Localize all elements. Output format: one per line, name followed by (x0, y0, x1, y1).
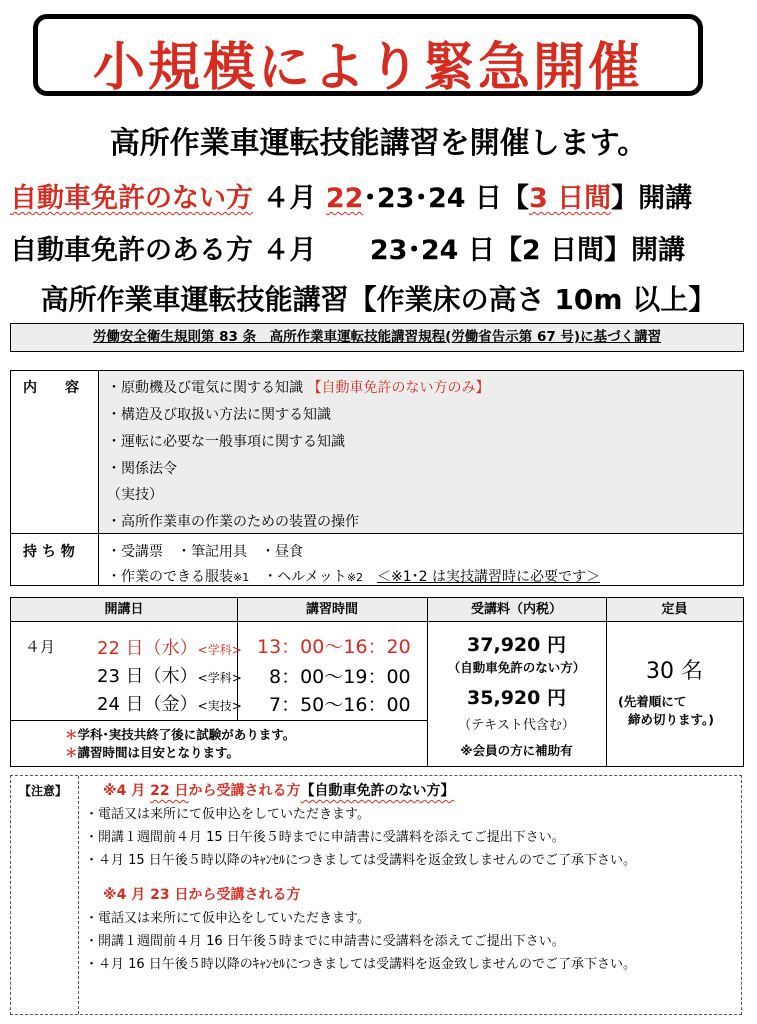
section-1-target: 【自動車免許のない方】 (300, 783, 455, 799)
schedule-note-2-text: 講習時間は目安となります。 (77, 745, 240, 760)
belongings-label: 持 ち 物 (23, 544, 75, 560)
schedule-note-2 (65, 743, 239, 761)
star-icon: ＊ (65, 745, 78, 760)
no-license-month: ４月 (262, 183, 317, 214)
content-column-divider (98, 371, 99, 585)
content-item-1 (107, 377, 489, 397)
section-2-heading-text: ※4 月 23 日から受講される方 (103, 887, 301, 903)
belongings-helmet: ・ヘルメット (249, 569, 347, 585)
schedule-line-no-license (10, 176, 692, 215)
no-license-label: 自動車免許のない方 (10, 183, 253, 214)
fee-text-note: （テキスト代含む） (458, 718, 575, 733)
row-3-type: <実技> (197, 699, 242, 713)
section-2-line-3: ・４月 16 日午後５時以降のｷｬﾝｾﾙにつきましては受講料を返金致しませんのでご了承下さい。 (85, 957, 637, 972)
schedule-note-1 (65, 725, 295, 743)
section-1-line-1: ・電話又は来所にて仮申込をしていただきます。 (85, 807, 370, 822)
license-label: 自動車免許のある方 (10, 235, 253, 266)
row-2-date-text: 23 日（木） (97, 666, 198, 687)
fee-no-license-note: （自動車免許のない方） (447, 660, 586, 675)
belongings-mark-2: ※2 (346, 571, 364, 584)
row-3-date (97, 690, 242, 716)
belongings-line-1: ・受講票 ・筆記用具 ・昼食 (107, 544, 303, 560)
content-item-2: ・構造及び取扱い方法に関する知識 (107, 407, 331, 423)
schedule-month: ４月 (25, 638, 56, 656)
header-time: 講習時間 (237, 598, 427, 622)
row-1-type: <学科> (197, 643, 242, 657)
belongings-clothing: ・作業のできる服装 (107, 569, 233, 585)
content-item-3: ・運転に必要な一般事項に関する知識 (107, 434, 345, 450)
notes-box (10, 775, 742, 1015)
fee-license: 35,920 円 (467, 687, 566, 709)
row-2-type: <学科> (197, 671, 242, 685)
license-month: ４月 (262, 235, 317, 266)
license-days: 23･24 日【2 日間】開講 (369, 235, 686, 266)
section-1-heading (103, 780, 454, 800)
row-3-time: 7：50～16：00 (269, 694, 411, 716)
content-table (10, 370, 744, 586)
content-item-1-note: 【自動車免許のない方のみ】 (307, 380, 490, 396)
note-divider (11, 720, 427, 721)
row-2-date (97, 662, 242, 688)
section-1-prefix: ※4 月 (103, 783, 151, 799)
content-item-1-text: ・原動機及び電気に関する知識 (107, 380, 303, 396)
no-license-day1: 22 (325, 183, 364, 214)
section-2-heading (103, 884, 300, 904)
row-1-time: 13：00～16：20 (257, 636, 411, 658)
capacity: 30 名 (646, 659, 703, 684)
schedule-table (10, 597, 744, 767)
row-2-time: 8：00～19：00 (269, 666, 411, 688)
header-capacity: 定員 (606, 598, 743, 622)
section-1-line-3: ・４月 15 日午後５時以降のｷｬﾝｾﾙにつきましては受講料を返金致しませんのでご了承下さい。 (85, 853, 637, 868)
no-license-duration: 3 日間 (528, 183, 612, 214)
headline-text: 小規模により緊急開催 (92, 38, 643, 98)
content-item-4: ・関係法令 (107, 461, 177, 477)
legal-basis: 労働安全衛生規則第 83 条 高所作業車運転技能講習規程(労働省告示第 67 号)に基づく講習 (10, 323, 744, 352)
notes-divider (78, 776, 79, 1014)
notes-label: 【注意】 (19, 784, 68, 798)
no-license-days: ･23･24 日【 (363, 183, 529, 214)
capacity-note-2: 締め切ります。) (628, 712, 714, 727)
row-1-date-text: 22 日（水） (97, 638, 198, 659)
row-1-date (97, 634, 242, 660)
fee-no-license: 37,920 円 (467, 634, 566, 656)
section-1-suffix: から受講される方 (188, 783, 301, 799)
content-item-6: ・高所作業車の作業のための装置の操作 (107, 514, 359, 530)
star-icon: ＊ (65, 727, 78, 742)
section-1-day: 22 日 (150, 783, 189, 799)
belongings-line-2 (107, 566, 600, 586)
headline-banner (33, 14, 703, 96)
section-1-line-2: ・開講１週間前４月 15 日午後５時までに申請書に受講料を添えてご提出下さい。 (85, 830, 565, 845)
row-3-date-text: 24 日（金） (97, 694, 198, 715)
capacity-note-1: (先着順にて (618, 694, 687, 709)
header-date: 開講日 (11, 598, 237, 622)
section-2-line-2: ・開講１週間前４月 16 日午後５時までに申請書に受講料を添えてご提出下さい。 (85, 934, 565, 949)
belongings-mark-1: ※1 (233, 571, 250, 584)
page-title: 高所作業車運転技能講習を開催します。 (109, 126, 648, 161)
content-item-5: （実技） (107, 487, 163, 503)
schedule-line-license (10, 228, 685, 267)
no-license-end: 】開講 (611, 183, 693, 214)
section-2-line-1: ・電話又は来所にて仮申込をしていただきます。 (85, 911, 370, 926)
content-divider (11, 533, 743, 534)
schedule-note-1-text: 学科･実技共終了後に試験があります。 (77, 727, 296, 742)
belongings-note: ＜※1･2 は実技講習時に必要です＞ (377, 569, 601, 585)
course-title: 高所作業車運転技能講習【作業床の高さ 10m 以上】 (40, 283, 717, 316)
member-note: ※会員の方に補助有 (460, 743, 573, 758)
content-label: 内 容 (23, 380, 79, 396)
header-fee: 受講料（内税） (427, 598, 606, 622)
